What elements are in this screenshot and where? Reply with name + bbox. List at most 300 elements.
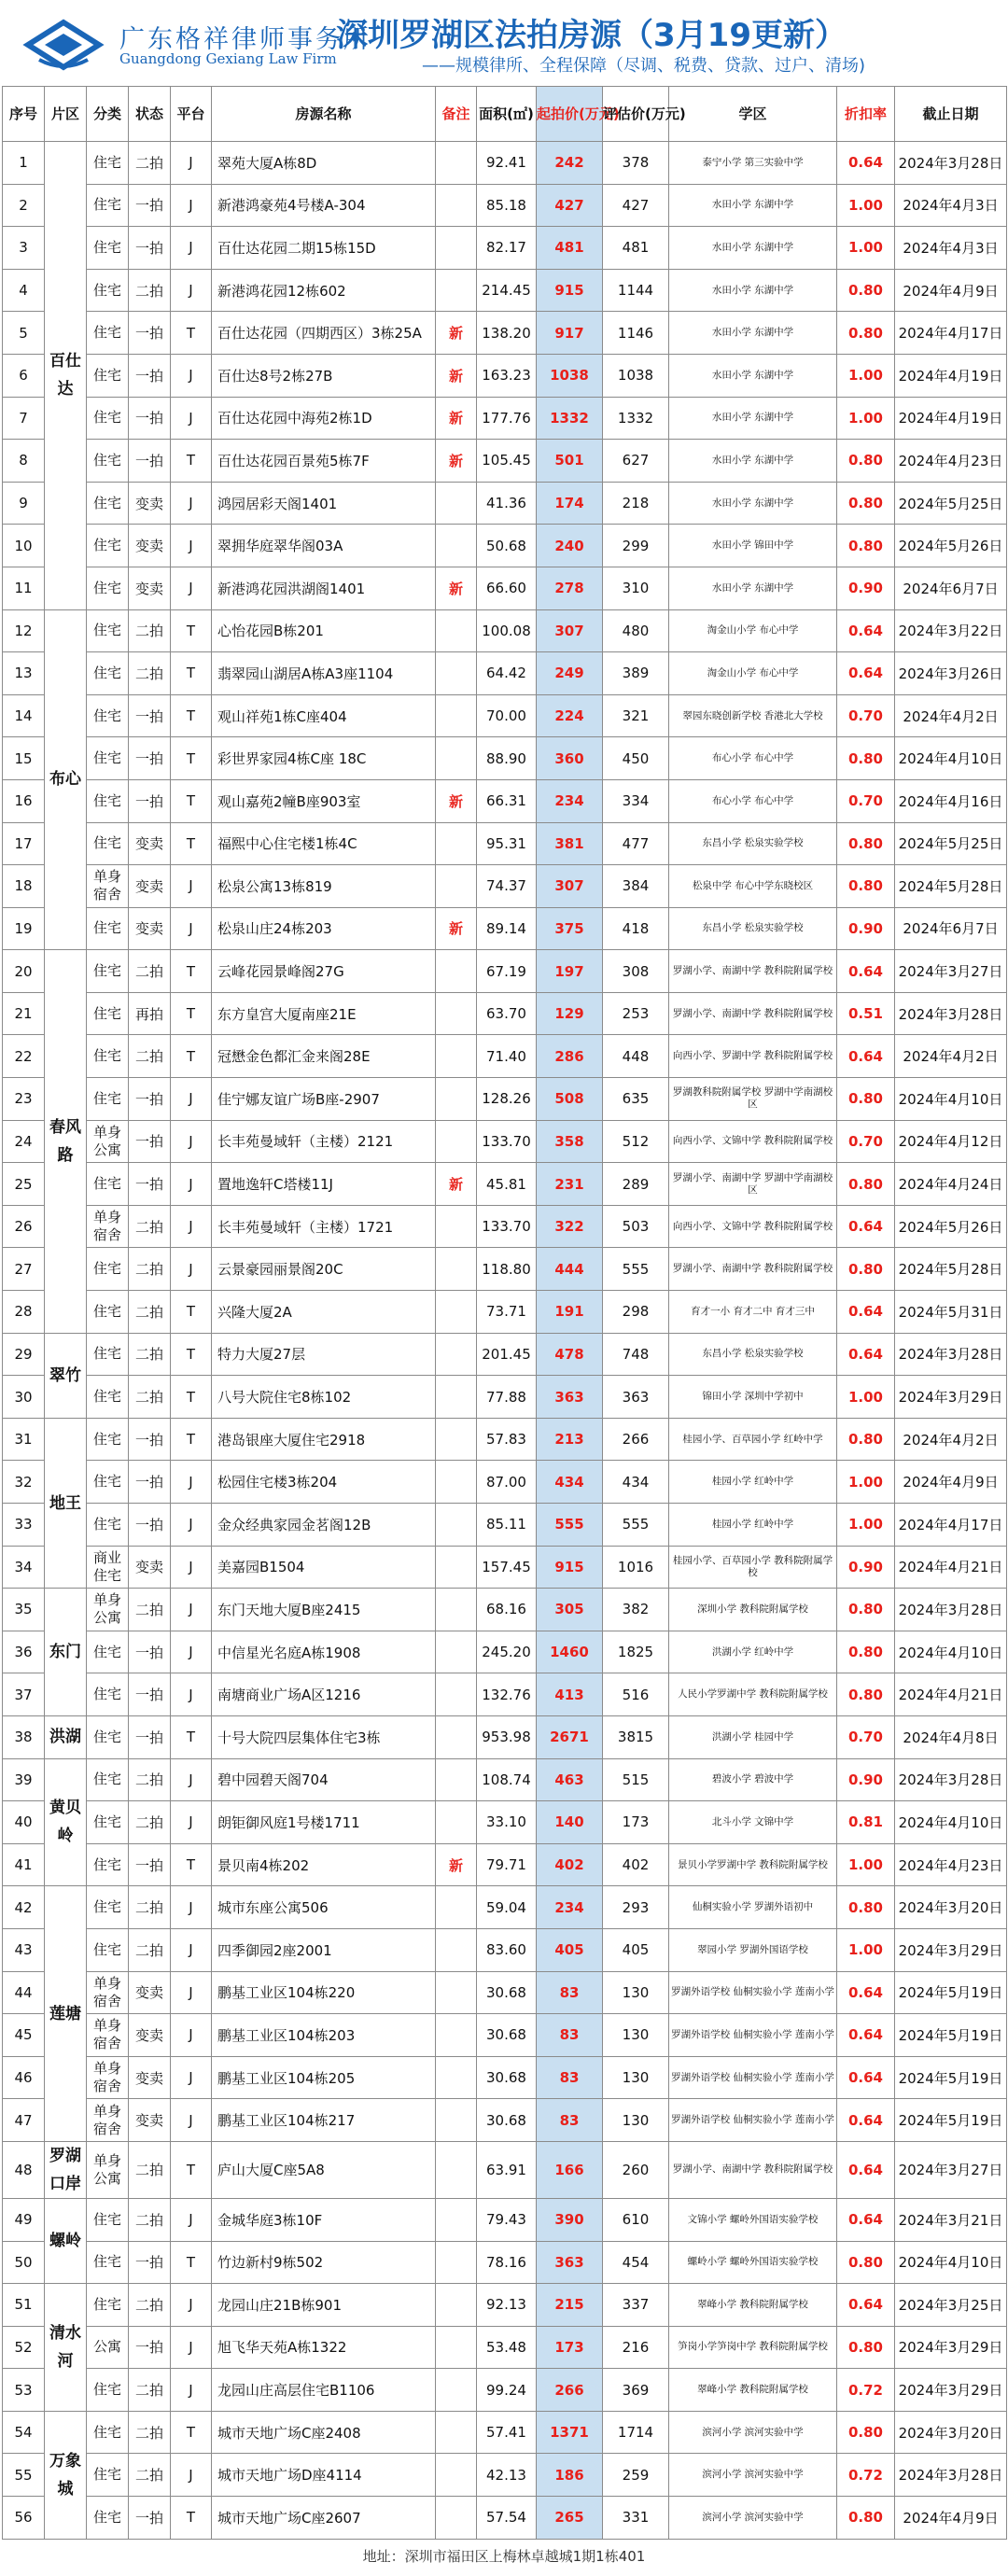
table-row[interactable] [3, 2056, 1007, 2099]
table-row[interactable] [3, 2326, 1007, 2369]
start-price-cell: 915 [537, 269, 603, 312]
note-badge: 新 [436, 440, 477, 483]
category-cell: 住宅 [87, 227, 129, 270]
status-cell: 二拍 [129, 652, 171, 695]
status-cell: 二拍 [129, 950, 171, 993]
property-name-cell: 金众经典家园金茗阁12B [212, 1504, 436, 1547]
eval-price-cell: 384 [603, 865, 669, 908]
table-row[interactable] [3, 1673, 1007, 1716]
property-name-cell: 龙园山庄21B栋901 [212, 2284, 436, 2327]
platform-cell: T [171, 992, 212, 1035]
platform-cell: J [171, 1589, 212, 1631]
deadline-cell: 2024年4月17日 [895, 1504, 1007, 1547]
row-number: 40 [3, 1801, 45, 1844]
note-badge [436, 652, 477, 695]
discount-cell: 0.70 [837, 694, 895, 737]
status-cell: 变卖 [129, 2056, 171, 2099]
eval-price-cell: 260 [603, 2141, 669, 2198]
deadline-cell: 2024年4月2日 [895, 1418, 1007, 1461]
table-row[interactable] [3, 652, 1007, 695]
status-cell: 一拍 [129, 397, 171, 440]
area-cell: 128.26 [477, 1078, 537, 1121]
table-row[interactable] [3, 1035, 1007, 1078]
discount-cell: 0.80 [837, 525, 895, 567]
school-district-cell: 螺岭小学 螺岭外国语实验学校 [669, 2241, 837, 2284]
status-cell: 一拍 [129, 1673, 171, 1716]
school-district-cell: 东昌小学 松泉实验学校 [669, 907, 837, 950]
property-name-cell: 鹏基工业区104栋217 [212, 2099, 436, 2142]
table-row[interactable] [3, 1928, 1007, 1971]
note-badge [436, 482, 477, 525]
note-badge [436, 1801, 477, 1844]
category-cell: 住宅 [87, 1673, 129, 1716]
platform-cell: J [171, 2056, 212, 2099]
table-row[interactable] [3, 1971, 1007, 2014]
start-price-cell: 186 [537, 2454, 603, 2497]
eval-price-cell: 289 [603, 1163, 669, 1206]
table-row[interactable] [3, 1163, 1007, 1206]
category-cell: 住宅 [87, 1461, 129, 1504]
note-badge [436, 142, 477, 185]
discount-cell: 0.64 [837, 1333, 895, 1376]
discount-cell: 0.64 [837, 2284, 895, 2327]
eval-price-cell: 1144 [603, 269, 669, 312]
discount-cell: 0.80 [837, 440, 895, 483]
note-badge [436, 1078, 477, 1121]
deadline-cell: 2024年5月19日 [895, 2099, 1007, 2142]
status-cell: 变卖 [129, 2099, 171, 2142]
table-row[interactable] [3, 2454, 1007, 2497]
column-header: 起拍价(万元) [537, 87, 603, 142]
status-cell: 一拍 [129, 2497, 171, 2540]
note-badge [436, 1928, 477, 1971]
discount-cell: 0.90 [837, 1546, 895, 1589]
deadline-cell: 2024年3月29日 [895, 1928, 1007, 1971]
discount-cell: 0.80 [837, 2497, 895, 2540]
note-badge [436, 1886, 477, 1929]
footer-address: 地址：深圳市福田区上梅林卓越城1期1栋401 [362, 2548, 646, 2565]
row-number: 25 [3, 1163, 45, 1206]
category-cell: 住宅 [87, 992, 129, 1035]
table-row[interactable] [3, 609, 1007, 652]
table-row[interactable] [3, 2141, 1007, 2198]
school-district-cell: 桂园小学 红岭中学 [669, 1504, 837, 1547]
table-row[interactable] [3, 1461, 1007, 1504]
table-row[interactable] [3, 1801, 1007, 1844]
property-name-cell: 百仕达8号2栋27B [212, 354, 436, 397]
platform-cell: J [171, 397, 212, 440]
category-cell: 单身宿舍 [87, 2099, 129, 2142]
row-number: 7 [3, 397, 45, 440]
school-district-cell: 罗湖外语学校 仙桐实验小学 莲南小学 [669, 2099, 837, 2142]
start-price-cell: 413 [537, 1673, 603, 1716]
platform-cell: T [171, 1843, 212, 1886]
table-row[interactable] [3, 1631, 1007, 1673]
start-price-cell: 234 [537, 1886, 603, 1929]
table-row[interactable] [3, 227, 1007, 270]
property-name-cell: 新港鸿花园洪湖阁1401 [212, 567, 436, 609]
start-price-cell: 286 [537, 1035, 603, 1078]
category-cell: 住宅 [87, 354, 129, 397]
start-price-cell: 2671 [537, 1715, 603, 1758]
platform-cell: T [171, 1333, 212, 1376]
platform-cell: J [171, 1546, 212, 1589]
start-price-cell: 1332 [537, 397, 603, 440]
table-row[interactable] [3, 2497, 1007, 2540]
row-number: 9 [3, 482, 45, 525]
district-cell: 百仕达 [45, 142, 87, 610]
status-cell: 一拍 [129, 227, 171, 270]
row-number: 44 [3, 1971, 45, 2014]
table-row[interactable] [3, 1120, 1007, 1163]
row-number: 50 [3, 2241, 45, 2284]
school-district-cell: 桂园小学、百草园小学 红岭中学 [669, 1418, 837, 1461]
row-number: 28 [3, 1291, 45, 1334]
category-cell: 住宅 [87, 397, 129, 440]
header [0, 0, 1008, 82]
category-cell: 单身公寓 [87, 1120, 129, 1163]
category-cell: 单身宿舍 [87, 2056, 129, 2099]
discount-cell: 1.00 [837, 1504, 895, 1547]
table-row[interactable] [3, 694, 1007, 737]
page-subtitle: ——规模律所、全程保障（尽调、税费、贷款、过户、清场) [422, 56, 866, 76]
school-district-cell: 翠园东晓创新学校 香港北大学校 [669, 694, 837, 737]
property-name-cell: 特力大厦27层 [212, 1333, 436, 1376]
property-name-cell: 旭飞华天苑A栋1322 [212, 2326, 436, 2369]
school-district-cell: 布心小学 布心中学 [669, 779, 837, 822]
property-name-cell: 佳宁娜友谊广场B座-2907 [212, 1078, 436, 1121]
eval-price-cell: 448 [603, 1035, 669, 1078]
table-row[interactable] [3, 440, 1007, 483]
area-cell: 133.70 [477, 1120, 537, 1163]
table-row[interactable] [3, 2241, 1007, 2284]
property-name-cell: 观山嘉苑2幢B座903室 [212, 779, 436, 822]
note-badge: 新 [436, 567, 477, 609]
status-cell: 二拍 [129, 2284, 171, 2327]
note-badge: 新 [436, 1163, 477, 1206]
category-cell: 住宅 [87, 2198, 129, 2241]
discount-cell: 0.64 [837, 2198, 895, 2241]
discount-cell: 0.80 [837, 1673, 895, 1716]
table-row[interactable] [3, 907, 1007, 950]
deadline-cell: 2024年4月8日 [895, 1715, 1007, 1758]
table-row[interactable] [3, 2411, 1007, 2454]
school-district-cell: 水田小学 东湖中学 [669, 312, 837, 355]
area-cell: 85.11 [477, 1504, 537, 1547]
status-cell: 变卖 [129, 822, 171, 865]
deadline-cell: 2024年4月17日 [895, 312, 1007, 355]
platform-cell: J [171, 1205, 212, 1248]
status-cell: 二拍 [129, 1333, 171, 1376]
area-cell: 33.10 [477, 1801, 537, 1844]
row-number: 53 [3, 2369, 45, 2412]
eval-price-cell: 253 [603, 992, 669, 1035]
platform-cell: J [171, 1248, 212, 1291]
property-name-cell: 中信星光名庭A栋1908 [212, 1631, 436, 1673]
category-cell: 商业住宅 [87, 1546, 129, 1589]
deadline-cell: 2024年4月21日 [895, 1673, 1007, 1716]
status-cell: 二拍 [129, 1589, 171, 1631]
eval-price-cell: 481 [603, 227, 669, 270]
school-district-cell: 翠园小学 罗湖外国语学校 [669, 1928, 837, 1971]
property-name-cell: 美嘉园B1504 [212, 1546, 436, 1589]
status-cell: 变卖 [129, 1971, 171, 2014]
table-row[interactable] [3, 525, 1007, 567]
school-district-cell: 罗湖小学、南湖中学 教科院附属学校 [669, 992, 837, 1035]
deadline-cell: 2024年4月10日 [895, 1078, 1007, 1121]
platform-cell: J [171, 142, 212, 185]
eval-price-cell: 363 [603, 1376, 669, 1419]
column-header: 状态 [129, 87, 171, 142]
start-price-cell: 197 [537, 950, 603, 993]
school-district-cell: 景贝小学罗湖中学 教科院附属学校 [669, 1843, 837, 1886]
deadline-cell: 2024年4月23日 [895, 1843, 1007, 1886]
row-number: 55 [3, 2454, 45, 2497]
discount-cell: 0.90 [837, 907, 895, 950]
table-row[interactable] [3, 1843, 1007, 1886]
property-name-cell: 松泉山庄24栋203 [212, 907, 436, 950]
category-cell: 住宅 [87, 1376, 129, 1419]
school-district-cell: 仙桐实验小学 罗湖外语初中 [669, 1886, 837, 1929]
start-price-cell: 322 [537, 1205, 603, 1248]
status-cell: 二拍 [129, 142, 171, 185]
table-row[interactable] [3, 354, 1007, 397]
category-cell: 住宅 [87, 779, 129, 822]
eval-price-cell: 173 [603, 1801, 669, 1844]
table-row[interactable] [3, 992, 1007, 1035]
property-name-cell: 四季御园2座2001 [212, 1928, 436, 1971]
school-district-cell: 水田小学 东湖中学 [669, 354, 837, 397]
start-price-cell: 83 [537, 2014, 603, 2057]
table-row[interactable] [3, 1078, 1007, 1121]
discount-cell: 1.00 [837, 354, 895, 397]
row-number: 41 [3, 1843, 45, 1886]
district-cell: 螺岭 [45, 2198, 87, 2283]
property-name-cell: 彩世界家园4栋C座 18C [212, 737, 436, 780]
platform-cell: J [171, 1461, 212, 1504]
platform-cell: T [171, 2411, 212, 2454]
area-cell: 99.24 [477, 2369, 537, 2412]
table-row[interactable] [3, 312, 1007, 355]
platform-cell: J [171, 907, 212, 950]
deadline-cell: 2024年4月10日 [895, 1801, 1007, 1844]
category-cell: 单身公寓 [87, 2141, 129, 2198]
district-cell: 洪湖 [45, 1715, 87, 1758]
table-row[interactable] [3, 1418, 1007, 1461]
note-badge [436, 2454, 477, 2497]
table-row[interactable] [3, 2014, 1007, 2057]
table-row[interactable] [3, 779, 1007, 822]
table-row[interactable] [3, 737, 1007, 780]
note-badge: 新 [436, 354, 477, 397]
note-badge: 新 [436, 312, 477, 355]
eval-price-cell: 477 [603, 822, 669, 865]
area-cell: 92.41 [477, 142, 537, 185]
table-row[interactable] [3, 1589, 1007, 1631]
eval-price-cell: 635 [603, 1078, 669, 1121]
table-row[interactable] [3, 1248, 1007, 1291]
property-name-cell: 百仕达花园中海苑2栋1D [212, 397, 436, 440]
note-badge [436, 269, 477, 312]
school-district-cell: 向西小学、文锦中学 教科院附属学校 [669, 1205, 837, 1248]
column-header: 平台 [171, 87, 212, 142]
discount-cell: 0.72 [837, 2369, 895, 2412]
table-row[interactable] [3, 184, 1007, 227]
table-row[interactable] [3, 1758, 1007, 1801]
row-number: 23 [3, 1078, 45, 1121]
deadline-cell: 2024年4月24日 [895, 1163, 1007, 1206]
start-price-cell: 375 [537, 907, 603, 950]
area-cell: 100.08 [477, 609, 537, 652]
property-name-cell: 金城华庭3栋10F [212, 2198, 436, 2241]
discount-cell: 0.80 [837, 822, 895, 865]
property-name-cell: 南塘商业广场A区1216 [212, 1673, 436, 1716]
property-name-cell: 鹏基工业区104栋203 [212, 2014, 436, 2057]
table-row[interactable] [3, 269, 1007, 312]
category-cell: 住宅 [87, 737, 129, 780]
category-cell: 住宅 [87, 1928, 129, 1971]
table-row[interactable] [3, 822, 1007, 865]
table-row[interactable] [3, 567, 1007, 609]
district-cell: 地王 [45, 1418, 87, 1588]
note-badge [436, 694, 477, 737]
note-badge [436, 227, 477, 270]
deadline-cell: 2024年3月28日 [895, 1333, 1007, 1376]
table-row[interactable] [3, 482, 1007, 525]
table-row[interactable] [3, 1376, 1007, 1419]
table-row[interactable] [3, 1333, 1007, 1376]
start-price-cell: 173 [537, 2326, 603, 2369]
note-badge [436, 737, 477, 780]
status-cell: 二拍 [129, 1928, 171, 1971]
property-name-cell: 翠苑大厦A栋8D [212, 142, 436, 185]
start-price-cell: 427 [537, 184, 603, 227]
start-price-cell: 358 [537, 1120, 603, 1163]
area-cell: 66.31 [477, 779, 537, 822]
eval-price-cell: 434 [603, 1461, 669, 1504]
table-row[interactable] [3, 1886, 1007, 1929]
discount-cell: 0.81 [837, 1801, 895, 1844]
table-row[interactable] [3, 2284, 1007, 2327]
platform-cell: J [171, 2326, 212, 2369]
table-row[interactable] [3, 2369, 1007, 2412]
note-badge [436, 2284, 477, 2327]
area-cell: 85.18 [477, 184, 537, 227]
platform-cell: T [171, 1035, 212, 1078]
platform-cell: T [171, 609, 212, 652]
deadline-cell: 2024年5月19日 [895, 2056, 1007, 2099]
row-number: 46 [3, 2056, 45, 2099]
start-price-cell: 213 [537, 1418, 603, 1461]
discount-cell: 0.64 [837, 652, 895, 695]
school-district-cell: 滨河小学 滨河实验中学 [669, 2497, 837, 2540]
note-badge [436, 1673, 477, 1716]
property-name-cell: 翡翠园山湖居A栋A3座1104 [212, 652, 436, 695]
area-cell: 132.76 [477, 1673, 537, 1716]
area-cell: 64.42 [477, 652, 537, 695]
table-row[interactable] [3, 950, 1007, 993]
platform-cell: J [171, 567, 212, 609]
start-price-cell: 234 [537, 779, 603, 822]
category-cell: 住宅 [87, 2454, 129, 2497]
table-row[interactable] [3, 865, 1007, 908]
table-row[interactable] [3, 1291, 1007, 1334]
row-number: 14 [3, 694, 45, 737]
platform-cell: J [171, 1758, 212, 1801]
table-row[interactable] [3, 1546, 1007, 1589]
note-badge [436, 1376, 477, 1419]
platform-cell: T [171, 779, 212, 822]
row-number: 20 [3, 950, 45, 993]
start-price-cell: 307 [537, 865, 603, 908]
deadline-cell: 2024年6月7日 [895, 907, 1007, 950]
row-number: 15 [3, 737, 45, 780]
school-district-cell: 北斗小学 文锦中学 [669, 1801, 837, 1844]
area-cell: 214.45 [477, 269, 537, 312]
note-badge [436, 2241, 477, 2284]
category-cell: 住宅 [87, 694, 129, 737]
area-cell: 66.60 [477, 567, 537, 609]
deadline-cell: 2024年5月28日 [895, 1248, 1007, 1291]
discount-cell: 0.80 [837, 269, 895, 312]
eval-price-cell: 610 [603, 2198, 669, 2241]
category-cell: 住宅 [87, 907, 129, 950]
note-badge [436, 1631, 477, 1673]
note-badge [436, 2326, 477, 2369]
category-cell: 单身宿舍 [87, 865, 129, 908]
discount-cell: 0.80 [837, 312, 895, 355]
eval-price-cell: 454 [603, 2241, 669, 2284]
platform-cell: J [171, 2014, 212, 2057]
property-name-cell: 城市东座公寓506 [212, 1886, 436, 1929]
table-row[interactable] [3, 2198, 1007, 2241]
property-name-cell: 兴隆大厦2A [212, 1291, 436, 1334]
start-price-cell: 405 [537, 1928, 603, 1971]
platform-cell: J [171, 2099, 212, 2142]
deadline-cell: 2024年3月28日 [895, 1758, 1007, 1801]
column-header: 面积(㎡) [477, 87, 537, 142]
note-badge [436, 1758, 477, 1801]
platform-cell: J [171, 1886, 212, 1929]
start-price-cell: 166 [537, 2141, 603, 2198]
deadline-cell: 2024年3月28日 [895, 2454, 1007, 2497]
category-cell: 住宅 [87, 652, 129, 695]
eval-price-cell: 555 [603, 1504, 669, 1547]
start-price-cell: 83 [537, 1971, 603, 2014]
status-cell: 二拍 [129, 609, 171, 652]
category-cell: 单身公寓 [87, 1589, 129, 1631]
eval-price-cell: 1714 [603, 2411, 669, 2454]
status-cell: 一拍 [129, 1120, 171, 1163]
area-cell: 953.98 [477, 1715, 537, 1758]
deadline-cell: 2024年4月23日 [895, 440, 1007, 483]
table-row[interactable] [3, 397, 1007, 440]
platform-cell: T [171, 312, 212, 355]
platform-cell: J [171, 2198, 212, 2241]
area-cell: 63.70 [477, 992, 537, 1035]
table-row[interactable] [3, 1205, 1007, 1248]
category-cell: 住宅 [87, 142, 129, 185]
table-row[interactable] [3, 1715, 1007, 1758]
status-cell: 二拍 [129, 1886, 171, 1929]
property-name-cell: 长丰苑曼域轩（主楼）2121 [212, 1120, 436, 1163]
table-row[interactable] [3, 1504, 1007, 1547]
start-price-cell: 231 [537, 1163, 603, 1206]
status-cell: 一拍 [129, 1504, 171, 1547]
deadline-cell: 2024年4月19日 [895, 397, 1007, 440]
table-row[interactable] [3, 2099, 1007, 2142]
table-row[interactable] [3, 142, 1007, 185]
